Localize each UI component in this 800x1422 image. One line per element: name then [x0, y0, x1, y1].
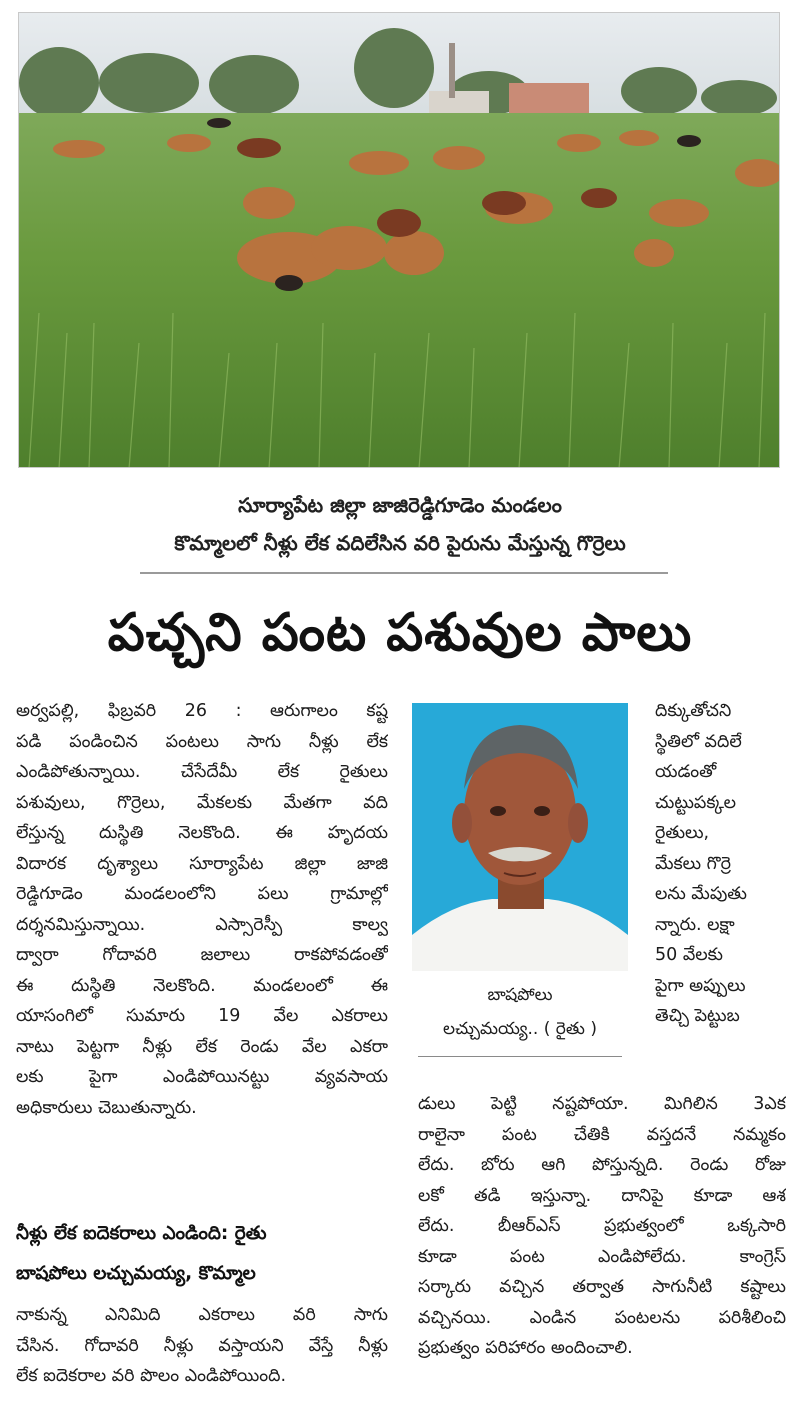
news-photo	[18, 12, 780, 468]
body-line: తెచ్చి పెట్టుబ	[655, 1006, 740, 1026]
body-line: మేకలు గొర్రె	[655, 853, 731, 874]
body-line: ప్రభుత్వం పరిహారం అందించాలి.	[418, 1338, 633, 1358]
body-line: ద్వారా గోదావరి జలాలు రాకపోవడంతో	[16, 945, 388, 965]
body-line: రాలైనా పంట చేతికి వస్తదనే నమ్మకం	[418, 1124, 786, 1145]
body-line: దర్శనమిస్తున్నాయి. ఎస్సారెస్పీ కాల్వ	[16, 914, 388, 935]
body-line: లను మేపుతు	[655, 884, 747, 904]
body-line: లకో తడి ఇస్తున్నా. దానిపై కూడా ఆశ	[418, 1185, 786, 1206]
goats-in-paddy-field-illustration	[19, 13, 780, 468]
body-line: లేస్తున్న దుస్థితి నెలకొంది. ఈ హృదయ	[16, 823, 388, 843]
body-line: సర్కారు వచ్చిన తర్వాత సాగునీటి కష్టాలు	[418, 1277, 786, 1297]
article-body-left	[16, 696, 388, 1123]
subheading-line: బాషపోలు లచ్చుమయ్య, కొమ్మాల	[16, 1263, 256, 1284]
portrait-name-line-1: బాషపోలు	[487, 985, 553, 1005]
article-body-continuation	[418, 1089, 786, 1364]
body-line: రెడ్డిగూడెం మండలంలోని పలు గ్రామాల్లో	[16, 884, 388, 904]
body-line: ఎండిపోతున్నాయి. చేసేదేమీ లేక రైతులు	[16, 762, 388, 782]
body-line: లేదు. బోరు ఆగి పోస్తున్నది. రెండు రోజు	[418, 1155, 786, 1175]
caption-line-1: సూర్యాపేట జిల్లా జాజిరెడ్డిగూడెం మండలం	[238, 493, 562, 517]
caption-line-2: కొమ్మాలలో నీళ్లు లేక వదిలేసిన వరి పైరును మేస్తున్న గొర్రెలు	[174, 531, 626, 555]
body-line: డులు పెట్టి నష్టపోయా. మిగిలిన 3ఎక	[418, 1094, 786, 1114]
photo-caption	[0, 486, 800, 562]
farmer-portrait-illustration	[412, 703, 628, 971]
body-line: కూడా పంట ఎండిపోలేదు. కాంగ్రెస్	[418, 1246, 786, 1267]
portrait-divider	[418, 1056, 622, 1057]
article-body-quote	[16, 1300, 388, 1392]
article-headline: పచ్చని పంట పశువుల పాలు	[107, 603, 693, 663]
body-line: ఈ దుస్థితి నెలకొంది. మండలంలో ఈ	[16, 975, 388, 996]
body-line: వచ్చినయి. ఎండిన పంటలను పరిశీలించి	[418, 1307, 786, 1328]
body-line: చుట్టుపక్కల	[655, 792, 737, 813]
body-line: విదారక దృశ్యాలు సూర్యాపేట జిల్లా జాజి	[16, 853, 388, 874]
body-line: లకు పైగా ఎండిపోయినట్టు వ్యవసాయ	[16, 1067, 388, 1087]
body-line: నాటు పెట్టగా నీళ్లు లేక రెండు వేల ఎకరా	[16, 1036, 388, 1057]
body-line: న్నారు. లక్షా	[655, 914, 735, 935]
body-line: లేదు. బీఆర్ఎస్ ప్రభుత్వంలో ఒక్కసారి	[418, 1216, 786, 1236]
body-line: యడంతో	[655, 762, 717, 782]
portrait-name-line-2: లచ్చుమయ్య.. ( రైతు )	[443, 1019, 597, 1039]
body-line: అర్వపల్లి, ఫిబ్రవరి 26 : ఆరుగాలం కష్ట	[16, 701, 388, 721]
body-line: చేసిన. గోదావరి నీళ్లు వస్తాయని వేస్తే నీళ్లు	[16, 1335, 388, 1356]
body-line: లేక ఐదెకరాల వరి పొలం ఎండిపోయింది.	[16, 1366, 287, 1386]
article-subheading	[16, 1214, 388, 1294]
body-line: పశువులు, గొర్రెలు, మేకలకు మేతగా వది	[16, 792, 388, 813]
portrait-caption	[412, 978, 628, 1046]
body-line: దిక్కుతోచని	[655, 701, 732, 721]
body-line: రైతులు,	[655, 823, 710, 843]
body-line: నాకున్న ఎనిమిది ఎకరాలు వరి సాగు	[16, 1305, 388, 1325]
farmer-portrait	[412, 703, 628, 971]
body-line: అధికారులు చెబుతున్నారు.	[16, 1097, 197, 1118]
body-line: పైగా అప్పులు	[655, 975, 746, 996]
body-line: యాసంగిలో సుమారు 19 వేల ఎకరాలు	[16, 1006, 388, 1026]
body-line: 50 వేలకు	[655, 945, 723, 965]
body-line: పడి పండించిన పంటలు సాగు నీళ్లు లేక	[16, 731, 388, 752]
body-line: స్థితిలో వదిలే	[655, 731, 742, 752]
article-body-right	[655, 696, 790, 1032]
caption-divider	[140, 572, 668, 574]
subheading-line: నీళ్లు లేక ఐదెకరాలు ఎండింది: రైతు	[16, 1223, 267, 1244]
